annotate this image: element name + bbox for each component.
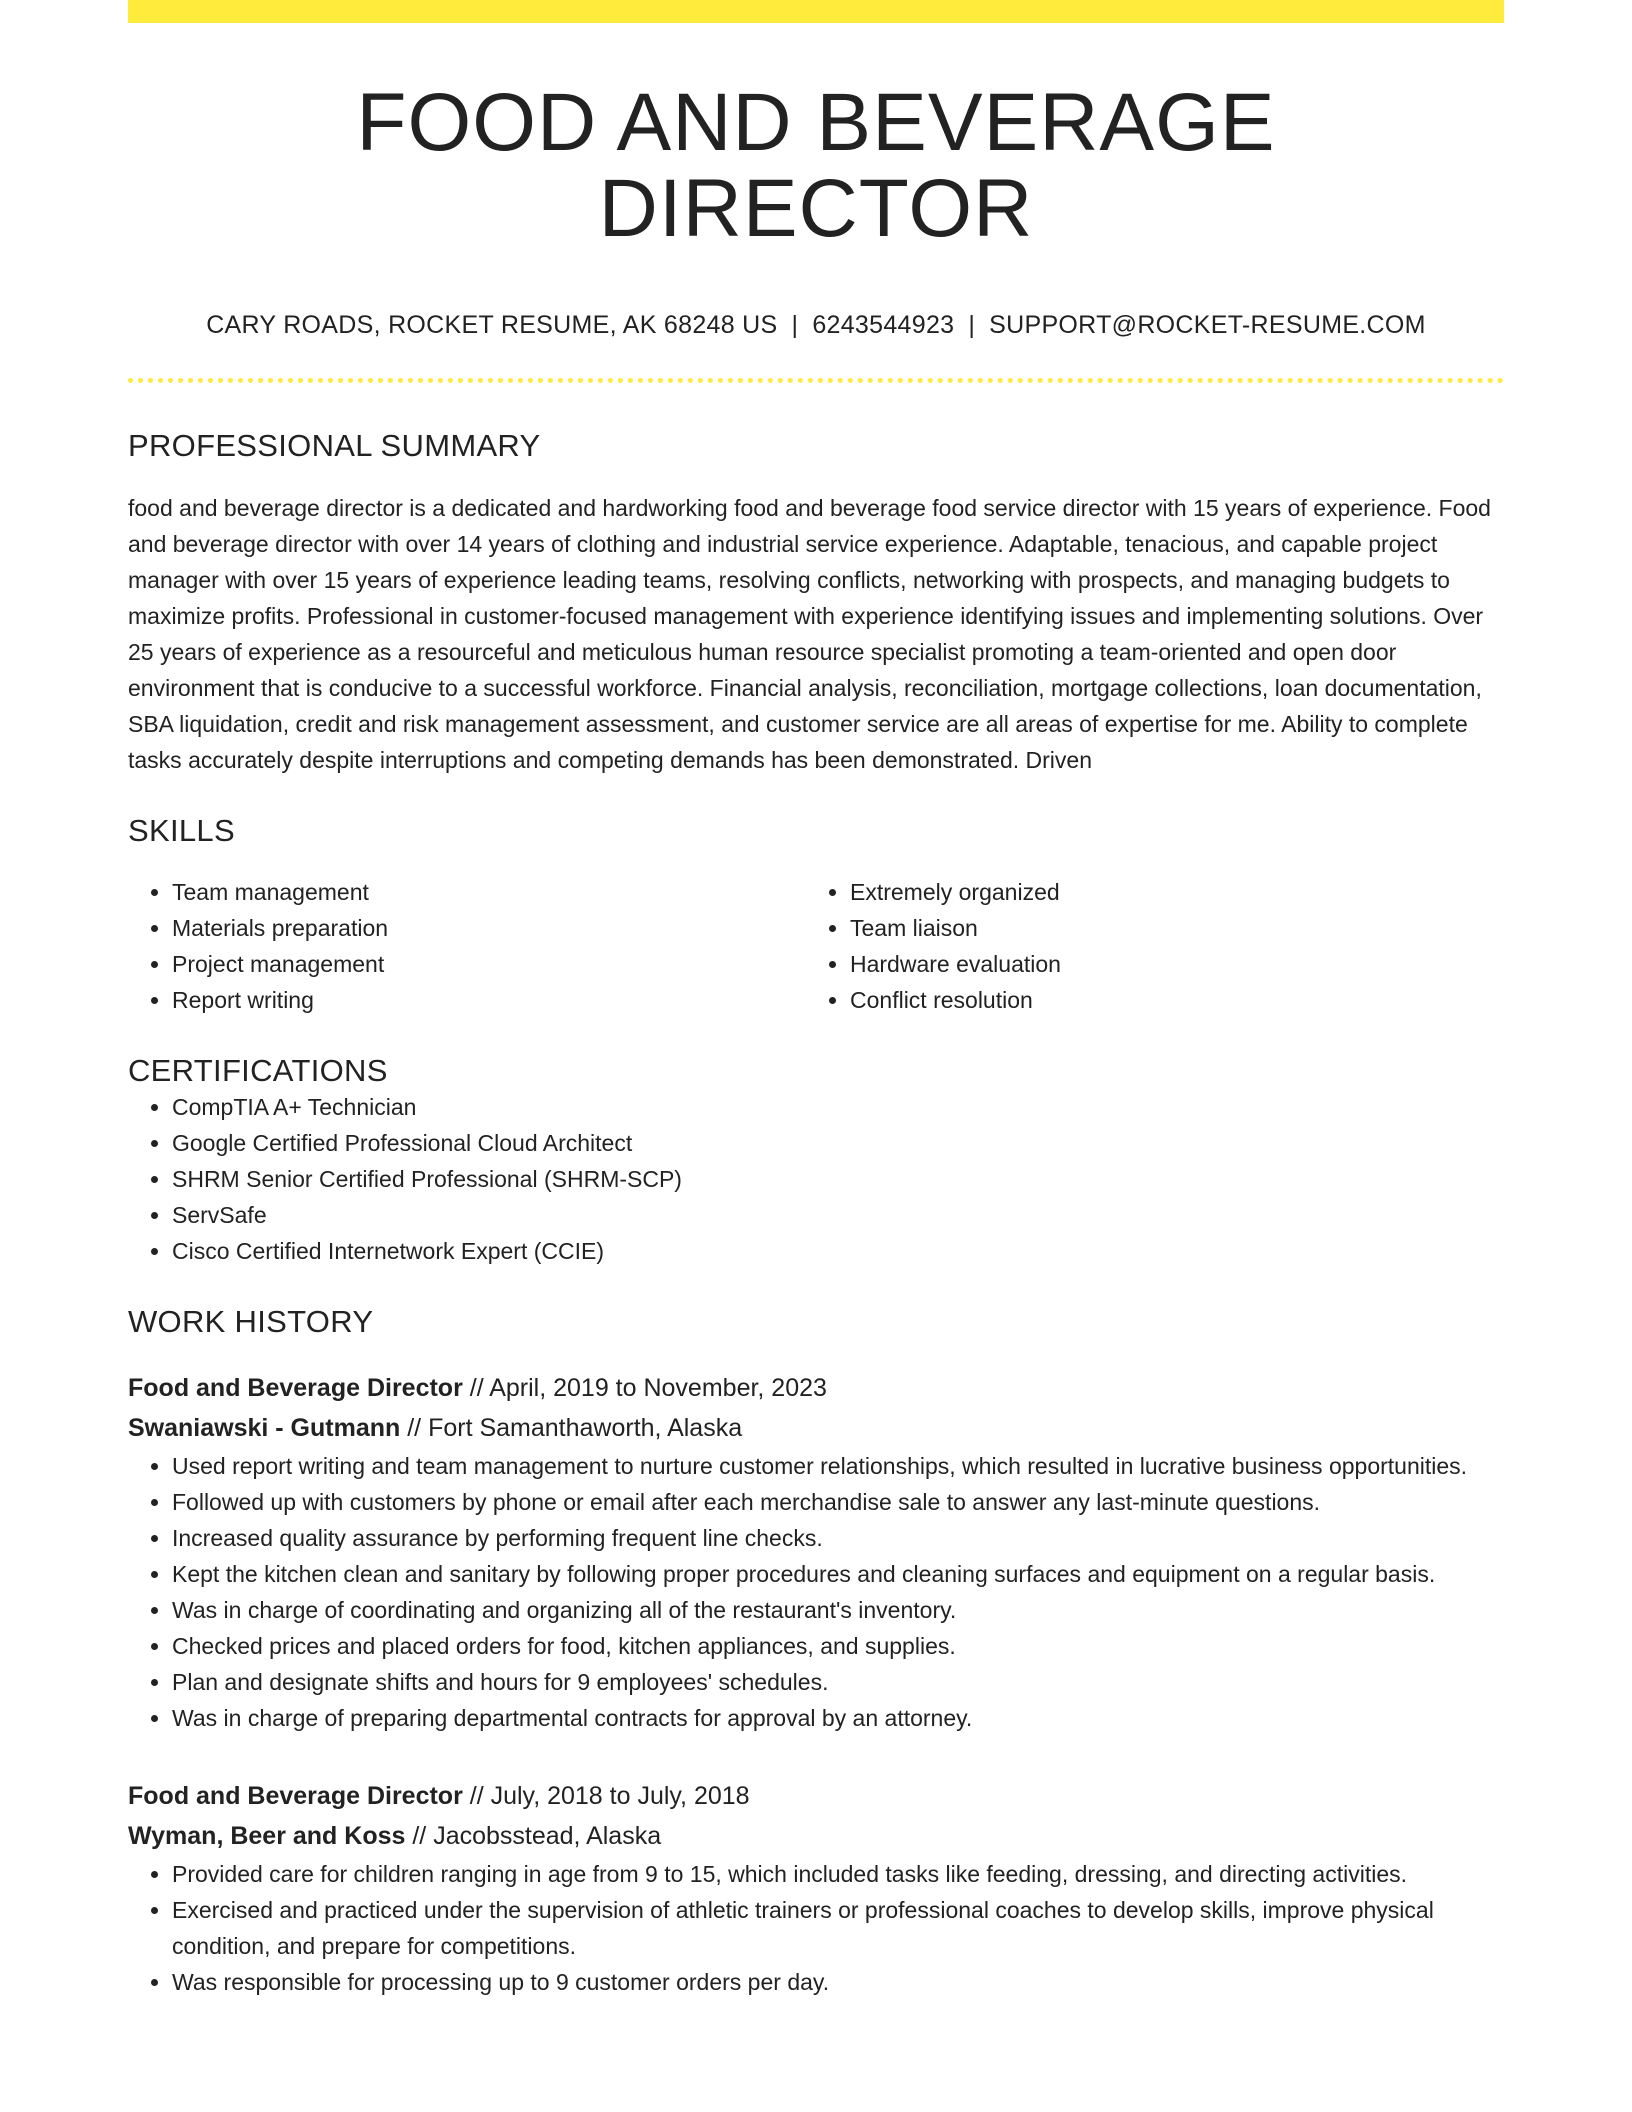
- skills-list-right: [806, 874, 1484, 1018]
- job-duty-item: • Used report writing and team management to nurture customer relationships, which resulted in lucrative business opportunities.: [172, 1448, 1504, 1484]
- job-dates: // July, 2018 to July, 2018: [462, 1781, 750, 1810]
- certifications-heading: CERTIFICATIONS: [128, 1052, 388, 1088]
- skills-grid: [128, 874, 1504, 1018]
- page-title: FOOD AND BEVERAGE DIRECTOR: [356, 77, 1276, 255]
- summary-heading: PROFESSIONAL SUMMARY: [128, 428, 541, 464]
- skill-item: • Project management: [172, 946, 806, 982]
- job-role-line: [128, 1368, 1504, 1408]
- job-duty-item: • Was in charge of preparing departmental contracts for approval by an attorney.: [172, 1700, 1504, 1736]
- job-company-line: [128, 1816, 1504, 1856]
- skills-list-left: [128, 874, 806, 1018]
- summary-text: food and beverage director is a dedicated and hardworking food and beverage food service director with 15 years of experience. Food and beverage director with over 14 years of clothing and industrial service experience. Adaptable, tenacious, and capable project manager with over 15 years of experience leading teams, resolving conflicts, networking with prospects, and managing budgets to maximize profits. Professional in customer-focused management with experience identifying issues and implementing solutions. Over 25 years of experience as a resourceful and meticulous human resource specialist promoting a team-oriented and open door environment that is conducive to a successful workforce. Financial analysis, reconciliation, mortgage collections, loan documentation, SBA liquidation, credit and risk management assessment, and customer service are all areas of expertise for me. Ability to complete tasks accurately despite interruptions and competing demands has been demonstrated. Driven: [128, 495, 1491, 774]
- job-duties-list: [128, 1448, 1504, 1736]
- job-duty-item: • Provided care for children ranging in age from 9 to 15, which included tasks like feeding, dressing, and directing activities.: [172, 1856, 1504, 1892]
- skill-item: • Team management: [172, 874, 806, 910]
- job-duty-item: • Kept the kitchen clean and sanitary by following proper procedures and cleaning surfaces and equipment on a regular basis.: [172, 1556, 1504, 1592]
- job-duty-item: • Increased quality assurance by performing frequent line checks.: [172, 1520, 1504, 1556]
- dotted-divider: [128, 378, 1504, 383]
- job-role-line: [128, 1776, 1504, 1816]
- skill-item: • Report writing: [172, 982, 806, 1018]
- job-duty-item: • Was in charge of coordinating and organizing all of the restaurant's inventory.: [172, 1592, 1504, 1628]
- job-duty-item: • Was responsible for processing up to 9 customer orders per day.: [172, 1964, 1504, 2000]
- job-company-line: [128, 1408, 1504, 1448]
- skill-item: • Hardware evaluation: [850, 946, 1484, 982]
- contact-separator: |: [791, 311, 799, 340]
- skill-item: • Conflict resolution: [850, 982, 1484, 1018]
- work-history-heading: WORK HISTORY: [128, 1303, 374, 1339]
- certification-item: • Google Certified Professional Cloud Architect: [172, 1125, 1504, 1161]
- job-duty-item: • Checked prices and placed orders for food, kitchen appliances, and supplies.: [172, 1628, 1504, 1664]
- job-role: Food and Beverage Director: [128, 1373, 463, 1402]
- skill-item: • Team liaison: [850, 910, 1484, 946]
- certification-item: • SHRM Senior Certified Professional (SHRM-SCP): [172, 1161, 1504, 1197]
- skill-item: • Materials preparation: [172, 910, 806, 946]
- top-accent-bar: [128, 0, 1504, 23]
- skills-heading: SKILLS: [128, 813, 235, 849]
- job-location: // Jacobsstead, Alaska: [405, 1821, 662, 1850]
- resume-page: [128, 0, 1504, 2000]
- skills-column-right: [806, 874, 1484, 1018]
- skill-item: • Extremely organized: [850, 874, 1484, 910]
- certification-item: • ServSafe: [172, 1197, 1504, 1233]
- job-location: // Fort Samanthaworth, Alaska: [400, 1413, 743, 1442]
- job-duty-item: • Followed up with customers by phone or email after each merchandise sale to answer any last-minute questions.: [172, 1484, 1504, 1520]
- phone-text: 6243544923: [812, 311, 955, 340]
- job-entry: [128, 1776, 1504, 2000]
- job-duties-list: [128, 1856, 1504, 2000]
- certification-item: • Cisco Certified Internetwork Expert (CCIE): [172, 1233, 1504, 1269]
- job-entry: [128, 1368, 1504, 1736]
- certification-item: • CompTIA A+ Technician: [172, 1089, 1504, 1125]
- job-company: Swaniawski - Gutmann: [128, 1413, 401, 1442]
- job-duty-item: • Plan and designate shifts and hours for 9 employees' schedules.: [172, 1664, 1504, 1700]
- address-text: CARY ROADS, ROCKET RESUME, AK 68248 US: [206, 311, 778, 340]
- contact-line: [128, 310, 1504, 340]
- job-duty-item: • Exercised and practiced under the supervision of athletic trainers or professional coaches to develop skills, improve physical condition, and prepare for competitions.: [172, 1892, 1504, 1964]
- email-text: SUPPORT@ROCKET-RESUME.COM: [989, 311, 1426, 340]
- job-company: Wyman, Beer and Koss: [128, 1821, 406, 1850]
- contact-separator: |: [968, 311, 976, 340]
- job-dates: // April, 2019 to November, 2023: [462, 1373, 827, 1402]
- job-role: Food and Beverage Director: [128, 1781, 463, 1810]
- skills-column-left: [128, 874, 806, 1018]
- certifications-list: [128, 1089, 1504, 1269]
